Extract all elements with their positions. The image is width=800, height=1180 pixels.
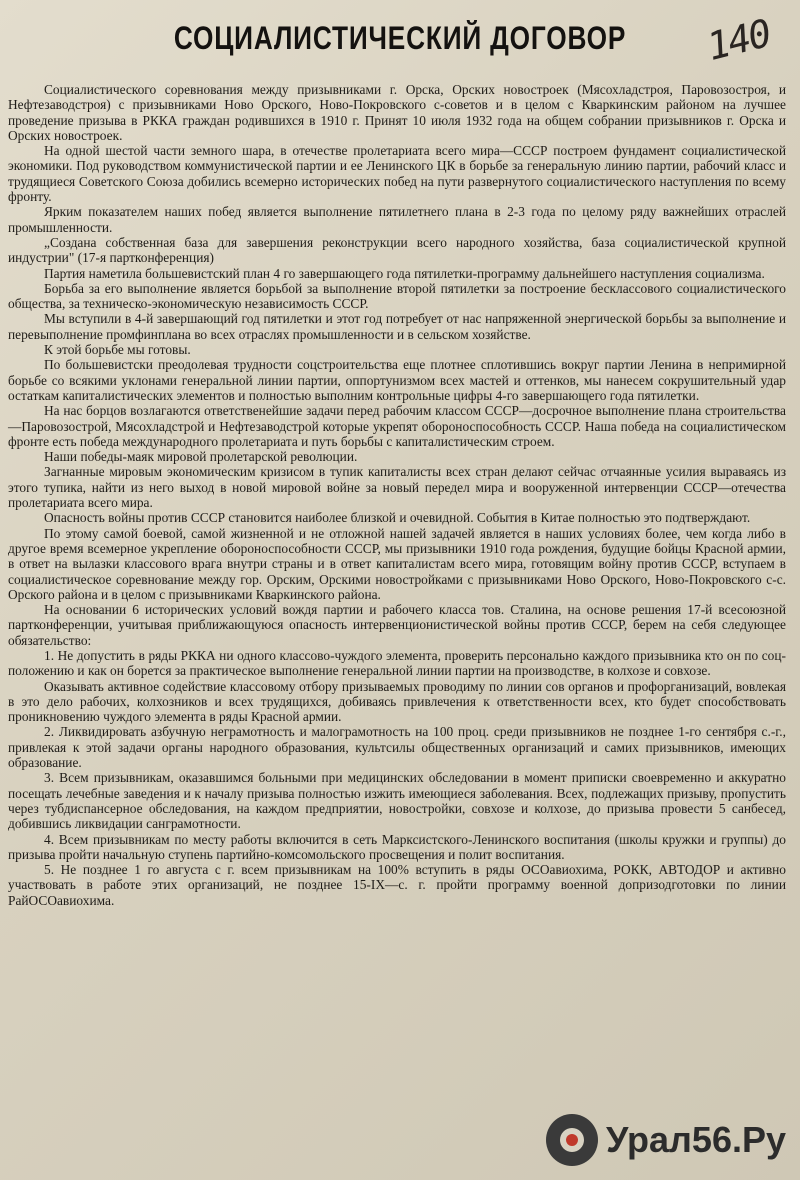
paragraph: Борьба за его выполнение является борьбой за выполнение второй пятилетки за построение бесклассового социалистического общества, за техническо-экономическую независимость СССР. xyxy=(8,280,786,312)
paragraph: На основании 6 исторических условий вождя партии и рабочего класса тов. Сталина, на основе решения 17-й всесоюзной партконференции, учитывая приближающуюся опасность интервенционистической войны против СССР, берем на себя следующее обязательство: xyxy=(8,602,786,648)
paragraph: Наши победы-маяк мировой пролетарской революции. xyxy=(44,449,358,465)
paragraph: Партия наметила большевистский план 4 го завершающего года пятилетки-программу дальнейшего наступления социализма. xyxy=(44,265,765,281)
paragraph: На нас борцов возлагаются ответственейшие задачи перед рабочим классом СССР—досрочное выполнение плана строительства—Паровозострой, Мясохладстрой и Нефтезаводстрой которые укрепят обороноспособность СССР. Наша победа на социалистическом фронте есть победа международного пролетариата и путь борьбы с капиталистическим строем. xyxy=(8,403,786,449)
paragraph: Ярким показателем наших побед является выполнение пятилетнего плана в 2-3 года по целому ряду важнейших отраслей промышленности. xyxy=(8,204,786,235)
document-title: СОЦИАЛИСТИЧЕСКИЙ ДОГОВОР xyxy=(173,20,627,56)
paragraph: По большевистски преодолевая трудности соцстроительства еще плотнее сплотившись вокруг партии Ленина в непримирной борьбе со всякими уклонами генеральной линии партии, оппортунизмом всех мастей и оттенков, мы нанесем сокрушительный удар остаткам капиталистических элементов и полностью выполним контрольные цифры 4-го завершающего года пятилетки. xyxy=(8,357,786,403)
paragraph: 2. Ликвидировать азбучную неграмотность и малограмотность на 100 проц. среди призывников не позднее 1-го сентября с.-г., привлекая к этой задачи органы народного образования, культсилы общественных организаций и самих призывников, имеющих образование. xyxy=(8,724,786,771)
paragraph: „Создана собственная база для завершения реконструкции всего народного хозяйства, база социалистической крупной индустрии" (17-я партконференция) xyxy=(8,234,786,266)
paragraph: 3. Всем призывникам, оказавшимся больными при медицинских обследовании в момент приписки своевременно и аккуратно посещать лечебные заведения и к началу призыва полностью изжить имеющиеся заболевания. Всех, подлежащих призыву, пропустить через тубдиспансерное обследования, на каждом предприятии, новостройки, совхозе и колхозе, до призыва провести 5 санбесед, добившись ликвидации санграмотности. xyxy=(8,770,786,832)
document-body xyxy=(8,82,786,908)
paragraph: К этой борьбе мы готовы. xyxy=(44,342,191,358)
paragraph: На одной шестой части земного шара, в отечестве пролетариата всего мира—СССР построем фундамент социалистической экономики. Под руководством коммунистической партии и ее Ленинского ЦК в борьбе за генеральную линию партии, рабочий класс и трудящиеся Советского Союза добились всемерно исторических побед на пути развернутого социалистического наступления по всему фронту. xyxy=(8,143,786,205)
paragraph: По этому самой боевой, самой жизненной и не отложной нашей задачей является в наших условиях более, чем когда либо в другое время всемерное укрепление обороноспособности СССР, мы призывники 1910 года рождения, будущие бойцы Красной армии, в ответ на вылазки классового врага внутри страны и в ответ капиталистам всего мира, готовящим войну против СССР, вступаем в социалистическое соревнование между гор. Орским, Орскими новостройками с призывниками Ново Орского, Ново-Покровского с-с. Орского района и в целом с призывниками Кваркинского района. xyxy=(8,525,786,602)
ural56-logo-icon xyxy=(546,1114,598,1166)
paragraph: Мы вступили в 4-й завершающий год пятилетки и этот год потребует от нас напряженной энергической борьбы за выполнение и перевыполнение промфинплана во всех отраслях промышленности и в сельском хозяйстве. xyxy=(8,311,786,342)
paragraph: 1. Не допустить в ряды РККА ни одного классово-чуждого элемента, проверить персонально каждого призывника кто он по соц-положению и как он борется за практическое выполнение генеральной линии партии на производстве, в колхозе и совхозе. xyxy=(8,647,786,679)
paragraph: 5. Не позднее 1 го августа с г. всем призывникам на 100% вступить в ряды ОСОавиохима, РОКК, АВТОДОР и активно участвовать в работе этих организаций, не позднее 15-IX—с. г. пройти программу военной допризодготовки по линии РайОСОавиохима. xyxy=(8,862,786,908)
paragraph: Опасность войны против СССР становится наиболее близкой и очевидной. События в Китае полностью это подтверждают. xyxy=(44,510,751,526)
paragraph: Социалистического соревнования между призывниками г. Орска, Орских новостроек (Мясохладстроя, Паровозостроя, и Нефтезаводстроя) с призывниками Ново Орского, Ново-Покровского с-советов и в целом с Кваркинским районом на лучшее проведение призыва в РККА граждан родившихся в 1910 г. Принят 10 июля 1932 года на общем собрании призывников г. Орска и Орских новостроек. xyxy=(8,82,786,143)
paragraph: Оказывать активное содействие классовому отбору призываемых проводиму по линии сов органов и профорганизаций, вовлекая в это дело рабочих, колхозников и всех трудящихся, добиваясь привлечения к ответственности всех, кто будет способствовать проникновению чуждого элемента в ряды Красной армии. xyxy=(8,678,786,725)
site-watermark xyxy=(546,1112,786,1168)
paragraph: 4. Всем призывникам по месту работы включится в сеть Марксистского-Ленинского воспитания (школы кружки и группы) до призыва пройти начальную ступень партийно-комсомольского просвещения и полит воспитания. xyxy=(8,831,786,862)
paragraph: Загнанные мировым экономическим кризисом в тупик капиталисты всех стран делают сейчас отчаянные усилия выраваясь из этого тупика, найти из него выход в новой мировой войне за новый передел мира и вооруженной интервенции СССР—отечества пролетариата всего мира. xyxy=(8,464,786,511)
archive-number-stamp: 140 xyxy=(702,11,775,69)
watermark-text: Урал56.Ру xyxy=(606,1119,786,1160)
